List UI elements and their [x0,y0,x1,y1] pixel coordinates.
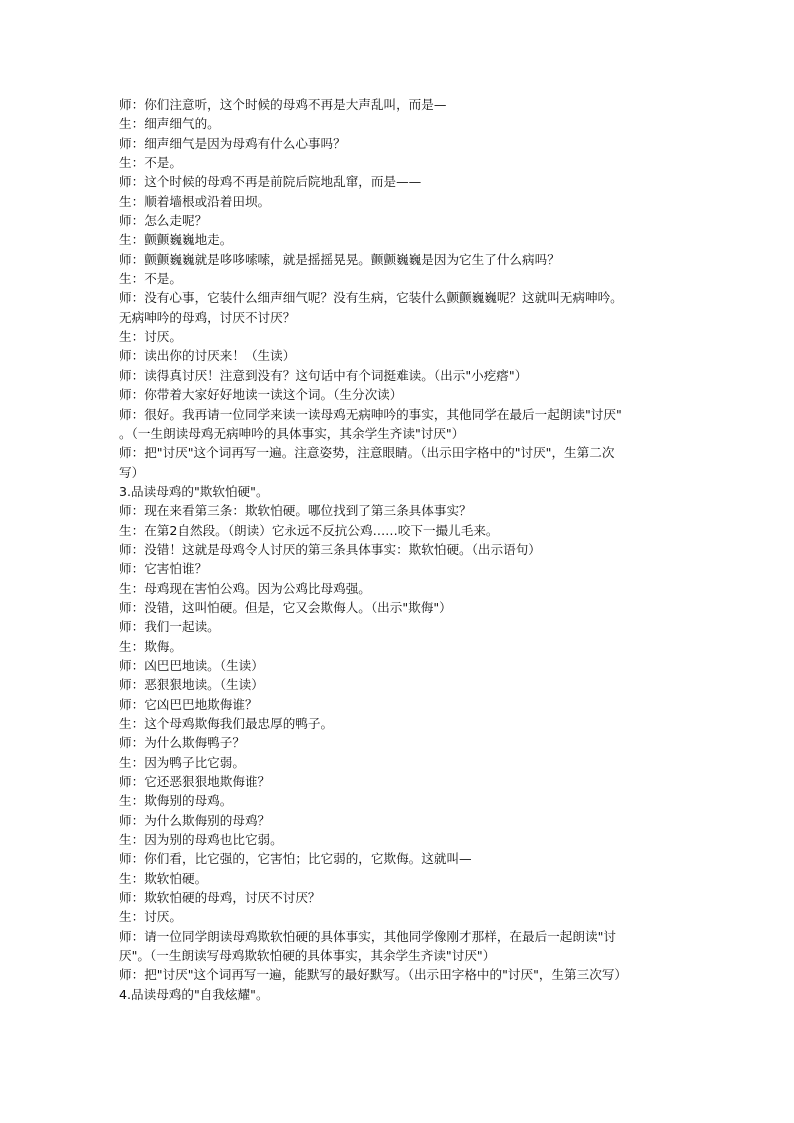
transcript-line: 师：细声细气是因为母鸡有什么心事吗？ [119,135,346,151]
transcript-line: 师：读得真讨厌！注意到没有？这句话中有个词挺难读。（出示"小疙瘩"） [119,367,528,383]
transcript-line: 师：欺软怕硬的母鸡，讨厌不讨厌？ [119,890,321,906]
transcript-line: 师：读出你的讨厌来！（生读） [119,348,296,364]
transcript-line: 师：它还恶狠狠地欺侮谁？ [119,774,271,790]
transcript-line: 师：现在来看第三条：欺软怕硬。哪位找到了第三条具体事实？ [119,503,472,519]
transcript-line: 师：你带着大家好好地读一读这个词。（生分次读） [119,387,403,403]
transcript-line: 4.品读母鸡的"自我炫耀"。 [119,986,269,1002]
transcript-line: 师：很好。我再请一位同学来读一读母鸡无病呻吟的事实，其他同学在最后一起朗读"讨厌" [119,406,622,422]
transcript-line: 师：没有心事，它装什么细声细气呢？没有生病，它装什么颤颤巍巍呢？这就叫无病呻吟。 [119,290,623,306]
transcript-line: 师：凶巴巴地读。（生读） [119,657,264,673]
transcript-line: 师：把"讨厌"这个词再写一遍，能默写的最好默写。（出示田字格中的"讨厌"，生第三次写） [119,967,628,983]
transcript-line: 写） [119,464,145,480]
transcript-line: 师：怎么走呢？ [119,213,208,229]
transcript-line: 生：顺着墙根或沿着田坝。 [119,193,271,209]
transcript-line: 师：它害怕谁？ [119,561,208,577]
transcript-line: 生：讨厌。 [119,909,182,925]
lesson-transcript [119,95,694,1004]
transcript-line: 无病呻吟的母鸡，讨厌不讨厌？ [119,309,296,325]
transcript-line: 3.品读母鸡的"欺软怕硬"。 [119,483,269,499]
transcript-line: 生：因为鸭子比它弱。 [119,754,245,770]
transcript-line: 师：恶狠狠地读。（生读） [119,677,264,693]
transcript-line: 师：我们一起读。 [119,619,220,635]
transcript-line: 生：讨厌。 [119,329,182,345]
transcript-line: 生：欺侮别的母鸡。 [119,793,233,809]
transcript-line: 生：欺侮。 [119,638,182,654]
transcript-line: 师：为什么欺侮鸭子？ [119,735,245,751]
transcript-line: 师：把"讨厌"这个词再写一遍。注意姿势，注意眼睛。（出示田字格中的"讨厌"，生第二次 [119,445,615,461]
transcript-line: 厌"。（一生朗读写母鸡欺软怕硬的具体事实，其余学生齐读"讨厌"） [119,948,496,964]
transcript-line: 生：细声细气的。 [119,116,220,132]
transcript-line: 师：你们看，比它强的，它害怕；比它弱的，它欺侮。这就叫— [119,851,472,867]
transcript-line: 师：它凶巴巴地欺侮谁？ [119,696,258,712]
transcript-line: 师：你们注意听，这个时候的母鸡不再是大声乱叫，而是— [119,97,447,112]
transcript-line: 师：颤颤巍巍就是哆哆嗦嗦，就是摇摇晃晃。颤颤巍巍是因为它生了什么病吗？ [119,251,560,267]
transcript-line: 生：颤颤巍巍地走。 [119,232,233,248]
transcript-line: 师：没错，这叫怕硬。但是，它又会欺侮人。（出示"欺侮"） [119,599,452,615]
transcript-line: 。（一生朗读母鸡无病呻吟的具体事实，其余学生齐读"讨厌"） [119,425,465,441]
transcript-line: 生：不是。 [119,155,182,171]
transcript-line: 师：这个时候的母鸡不再是前院后院地乱窜，而是—— [119,174,422,190]
transcript-line: 生：在第2自然段。（朗读）它永远不反抗公鸡……咬下一撮儿毛来。 [119,522,499,538]
transcript-line: 师：没错！这就是母鸡令人讨厌的第三条具体事实：欺软怕硬。（出示语句） [119,541,541,557]
transcript-line: 生：母鸡现在害怕公鸡。因为公鸡比母鸡强。 [119,580,371,596]
transcript-line: 师：为什么欺侮别的母鸡？ [119,812,271,828]
transcript-line: 师：请一位同学朗读母鸡欺软怕硬的具体事实，其他同学像刚才那样，在最后一起朗读"讨 [119,928,616,944]
transcript-line: 生：这个母鸡欺侮我们最忠厚的鸭子。 [119,716,334,731]
transcript-line: 生：因为别的母鸡也比它弱。 [119,832,283,848]
transcript-line: 生：欺软怕硬。 [119,870,208,886]
transcript-line: 生：不是。 [119,271,182,287]
